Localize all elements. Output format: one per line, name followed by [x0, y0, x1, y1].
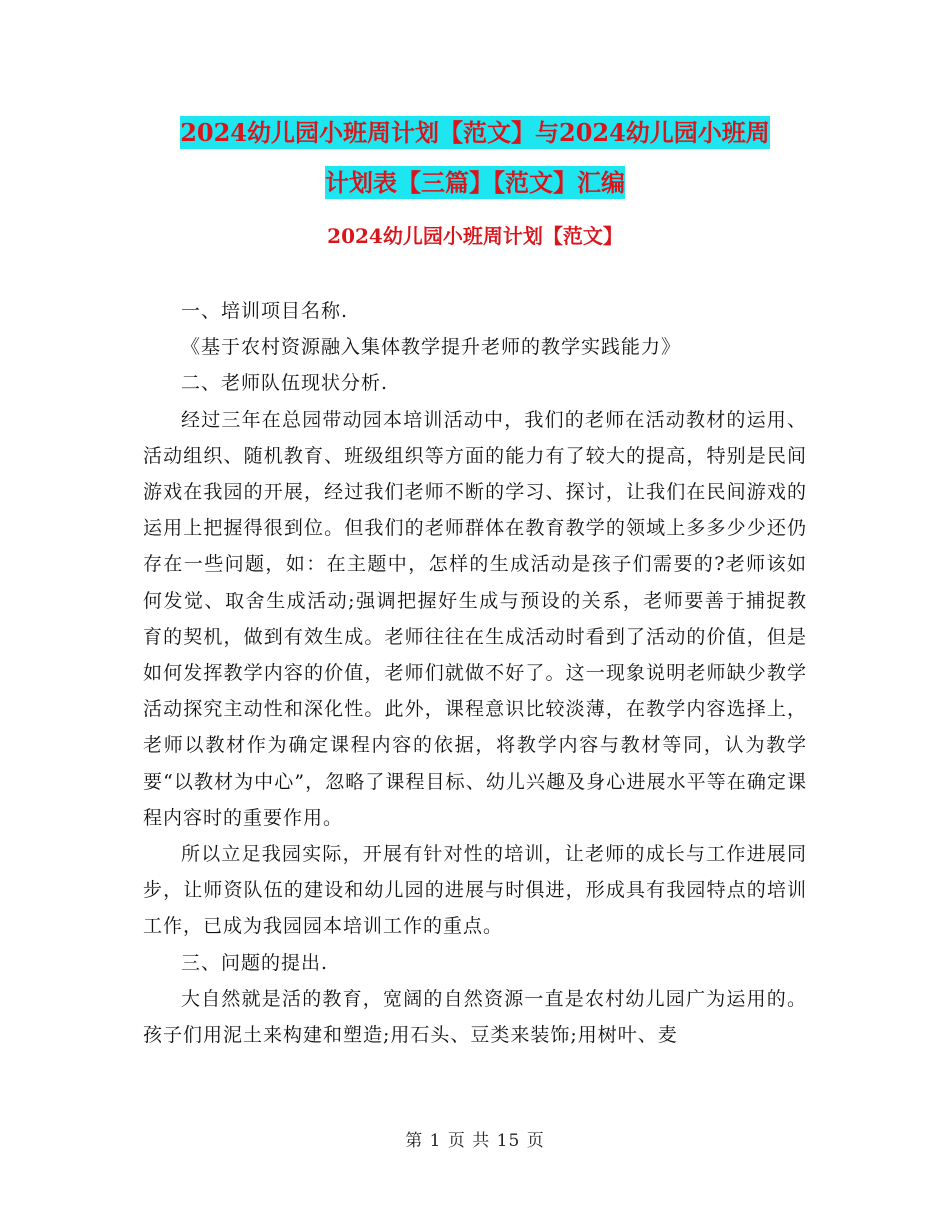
- paragraph-3: 二、老师队伍现状分析.: [181, 372, 389, 395]
- title-line-2: 计划表【三篇】【范文】汇编: [325, 168, 625, 197]
- paragraph-4: 经过三年在总园带动园本培训活动中，我们的老师在活动教材的运用、活动组织、随机教育、班级组织等方面的能力有了较大的提高，特别是民间游戏在我园的开展，经过我们老师不断的学习、探讨，让我们在民间游戏的运用上把握得很到位。但我们的老师群体在教育教学的领域上多多少少还仍存在一些问题，如：在主题中，怎样的生成活动是孩子们需要的?老师该如何发觉、取舍生成活动;强调把握好生成与预设的关系，老师要善于捕捉教育的契机，做到有效生成。老师往往在生成活动时看到了活动的价值，但是如何发挥教学内容的价值，老师们就做不好了。这一现象说明老师缺少教学活动探究主动性和深化性。此外，课程意识比较淡薄，在教学内容选择上，老师以教材作为确定课程内容的依据，将教学内容与教材等同，认为教学要“以教材为中心”，忽略了课程目标、幼儿兴趣及身心进展水平等在确定课程内容时的重要作用。: [143, 408, 807, 829]
- document-body: [143, 293, 807, 1053]
- paragraph-7: 大自然就是活的教育，宽阔的自然资源一直是农村幼儿园广为运用的。孩子们用泥土来构建和塑造;用石头、豆类来装饰;用树叶、麦: [143, 987, 807, 1047]
- document-title: [140, 108, 810, 208]
- section-title: 2024幼儿园小班周计划【范文】: [327, 224, 623, 248]
- paragraph-1: 一、培训项目名称.: [181, 300, 349, 322]
- title-line-1: 2024幼儿园小班周计划【范文】与2024幼儿园小班周: [180, 118, 770, 147]
- paragraph-5: 所以立足我园实际，开展有针对性的培训，让老师的成长与工作进展同步，让师资队伍的建设和幼儿园的进展与时俱进，形成具有我园特点的培训工作，已成为我园园本培训工作的重点。: [143, 843, 807, 938]
- paragraph-2: 《基于农村资源融入集体教学提升老师的教学实践能力》: [181, 336, 682, 359]
- paragraph-6: 三、问题的提出.: [181, 951, 329, 974]
- page-footer: 第 1 页 共 15 页: [405, 1131, 545, 1151]
